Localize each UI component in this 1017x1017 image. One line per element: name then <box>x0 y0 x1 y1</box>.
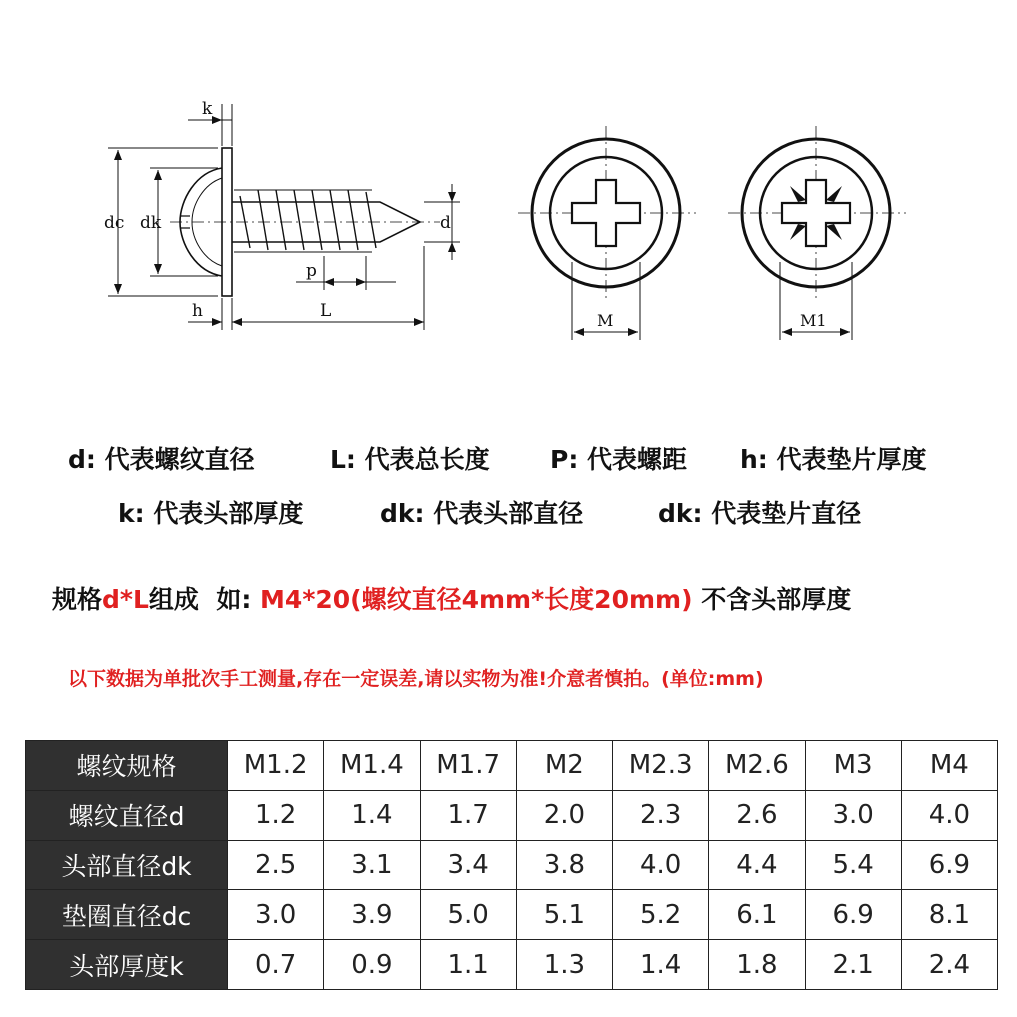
table-cell: 4.4 <box>709 840 805 890</box>
legend-L: L: 代表总长度 <box>330 445 490 474</box>
legend-dk-head: dk: 代表头部直径 <box>380 499 584 528</box>
label-m1: M1 <box>800 311 827 330</box>
spec-description: 规格d*L组成 如: M4*20(螺纹直径4mm*长度20mm) 不含头部厚度 <box>52 585 852 614</box>
label-d: d <box>440 213 451 233</box>
table-cell: 3.4 <box>420 840 516 890</box>
label-k: k <box>202 99 213 119</box>
label-m: M <box>597 311 614 330</box>
table-cell: 3.1 <box>324 840 420 890</box>
legend-dk-washer: dk: 代表垫片直径 <box>658 499 862 528</box>
table-cell: 2.1 <box>805 940 901 990</box>
row-header: 头部直径dk <box>26 840 228 890</box>
label-dk: dk <box>140 213 162 233</box>
table-cell: 1.4 <box>324 790 420 840</box>
table-row <box>26 940 998 990</box>
table-cell: 2.5 <box>228 840 324 890</box>
screw-technical-drawing <box>0 0 1017 420</box>
table-cell: 6.1 <box>709 890 805 940</box>
label-p: p <box>306 261 317 281</box>
row-header: 螺纹直径d <box>26 790 228 840</box>
row-header: 头部厚度k <box>26 940 228 990</box>
table-cell: M2.3 <box>613 741 709 791</box>
table-cell: 3.8 <box>516 840 612 890</box>
table-cell: 1.4 <box>613 940 709 990</box>
table-cell: 1.3 <box>516 940 612 990</box>
table-cell: 5.0 <box>420 890 516 940</box>
table-cell: 6.9 <box>901 840 997 890</box>
table-cell: M1.2 <box>228 741 324 791</box>
table-cell: M2 <box>516 741 612 791</box>
table-cell: 2.4 <box>901 940 997 990</box>
table-cell: 6.9 <box>805 890 901 940</box>
legend-P: P: 代表螺距 <box>550 445 688 474</box>
table-cell: 5.1 <box>516 890 612 940</box>
table-cell: 2.6 <box>709 790 805 840</box>
table-cell: 5.4 <box>805 840 901 890</box>
table-cell: 3.0 <box>805 790 901 840</box>
table-cell: 3.0 <box>228 890 324 940</box>
table-cell: 3.9 <box>324 890 420 940</box>
table-cell: 1.2 <box>228 790 324 840</box>
table-cell: M2.6 <box>709 741 805 791</box>
front-view-pozidriv <box>728 126 906 340</box>
table-cell: M3 <box>805 741 901 791</box>
table-row <box>26 790 998 840</box>
legend-row-1 <box>0 440 1017 472</box>
table-cell: 1.1 <box>420 940 516 990</box>
table-cell: M1.7 <box>420 741 516 791</box>
spec-table <box>25 740 998 990</box>
legend-h: h: 代表垫片厚度 <box>740 445 927 474</box>
legend-row-2 <box>0 494 1017 526</box>
table-cell: 0.7 <box>228 940 324 990</box>
table-row <box>26 741 998 791</box>
row-header: 螺纹规格 <box>26 741 228 791</box>
measurement-note: 以下数据为单批次手工测量,存在一定误差,请以实物为准!介意者慎拍。(单位:mm) <box>68 668 764 690</box>
table-cell: 2.3 <box>613 790 709 840</box>
table-cell: 0.9 <box>324 940 420 990</box>
legend-k: k: 代表头部厚度 <box>118 499 304 528</box>
legend-d: d: 代表螺纹直径 <box>68 445 255 474</box>
table-row <box>26 840 998 890</box>
row-header: 垫圈直径dc <box>26 890 228 940</box>
table-cell: 8.1 <box>901 890 997 940</box>
label-L: L <box>320 301 332 321</box>
label-dc: dc <box>104 213 125 233</box>
table-cell: M4 <box>901 741 997 791</box>
table-cell: 1.8 <box>709 940 805 990</box>
label-h: h <box>192 301 203 321</box>
table-cell: 4.0 <box>613 840 709 890</box>
table-cell: M1.4 <box>324 741 420 791</box>
table-row <box>26 890 998 940</box>
front-view-phillips <box>518 126 696 340</box>
table-cell: 1.7 <box>420 790 516 840</box>
table-cell: 5.2 <box>613 890 709 940</box>
table-cell: 2.0 <box>516 790 612 840</box>
table-cell: 4.0 <box>901 790 997 840</box>
